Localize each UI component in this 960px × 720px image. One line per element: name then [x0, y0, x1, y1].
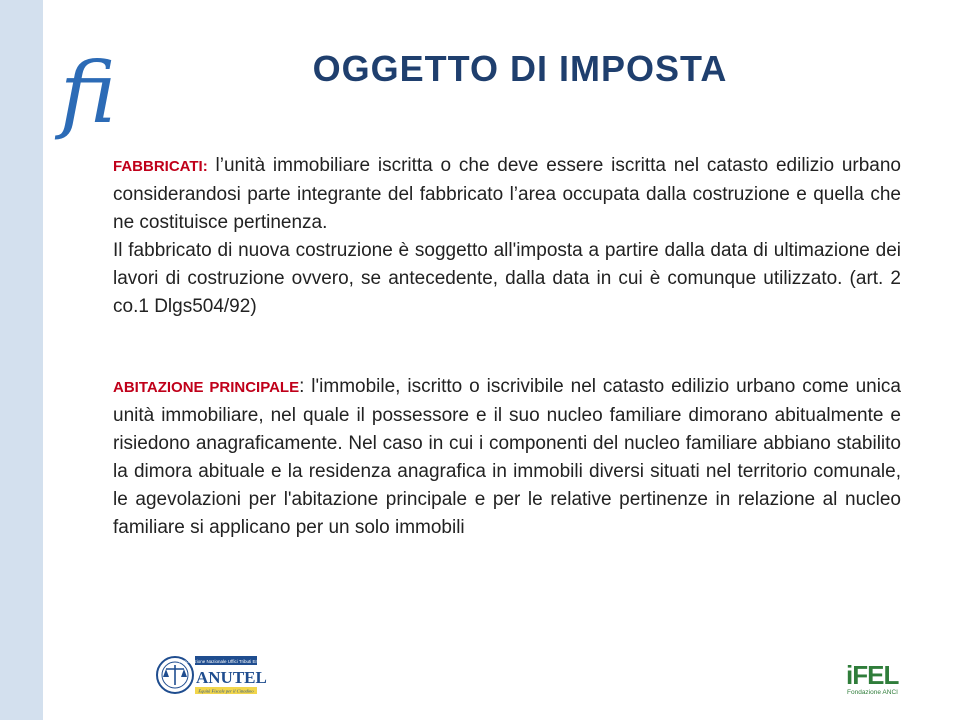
page-title: OGGETTO DI IMPOSTA: [312, 48, 728, 89]
fi-logo-text: fi: [60, 44, 117, 142]
abitazione-label: ABITAZIONE PRINCIPALE: [113, 379, 300, 396]
abitazione-text: : l'immobile, iscritto o iscrivibile nel catasto edilizio urbano come unica unità immobiliare, nel quale il possessore e il suo nucleo familiare dimorano abitualmente e risiedono anagraficamente. Nel caso in cui i componenti del nucleo familiare abbiano stabilito la dimora abituale e la residenza anagrafica in immobili diversi situati nel territorio comunale, le agevolazioni per l'abitazione principale e per le relative pertinenze in relazione al nucleo familiare si applicano per un solo immobili: [113, 376, 901, 538]
content-body: [113, 152, 901, 542]
fi-logo-icon: [58, 44, 138, 140]
anutel-logo-icon: [155, 654, 274, 696]
ifel-name: iFEL: [846, 660, 899, 690]
anutel-name: ANUTEL: [196, 668, 267, 687]
nuova-costruzione-paragraph: Il fabbricato di nuova costruzione è soggetto all'imposta a partire dalla data di ultimazione dei lavori di costruzione ovvero, se antecedente, dalla data in cui è comunque utilizzato. (art. 2 co.1 Dlgs504/92): [113, 240, 901, 317]
fabbricati-paragraph: [113, 152, 901, 237]
ifel-logo-icon: [846, 656, 899, 698]
fabbricati-label: FABBRICATI:: [113, 158, 208, 175]
svg-text:Equità Fiscale per il Cittadin: Equità Fiscale per il Cittadino: [198, 688, 254, 694]
abitazione-paragraph: [113, 373, 901, 542]
left-accent-bar: [0, 0, 43, 720]
svg-text:Associazione Nazionale Uffici: Associazione Nazionale Uffici Tributi Enti Locali: [178, 659, 274, 664]
ifel-caption: Fondazione ANCI: [847, 689, 898, 696]
fabbricati-text: l’unità immobiliare iscritta o che deve essere iscritta nel catasto edilizio urbano considerandosi parte integrante del fabbricato l’area occupata dalla costruzione e quella che ne costituisce pertinenza.: [113, 155, 901, 233]
